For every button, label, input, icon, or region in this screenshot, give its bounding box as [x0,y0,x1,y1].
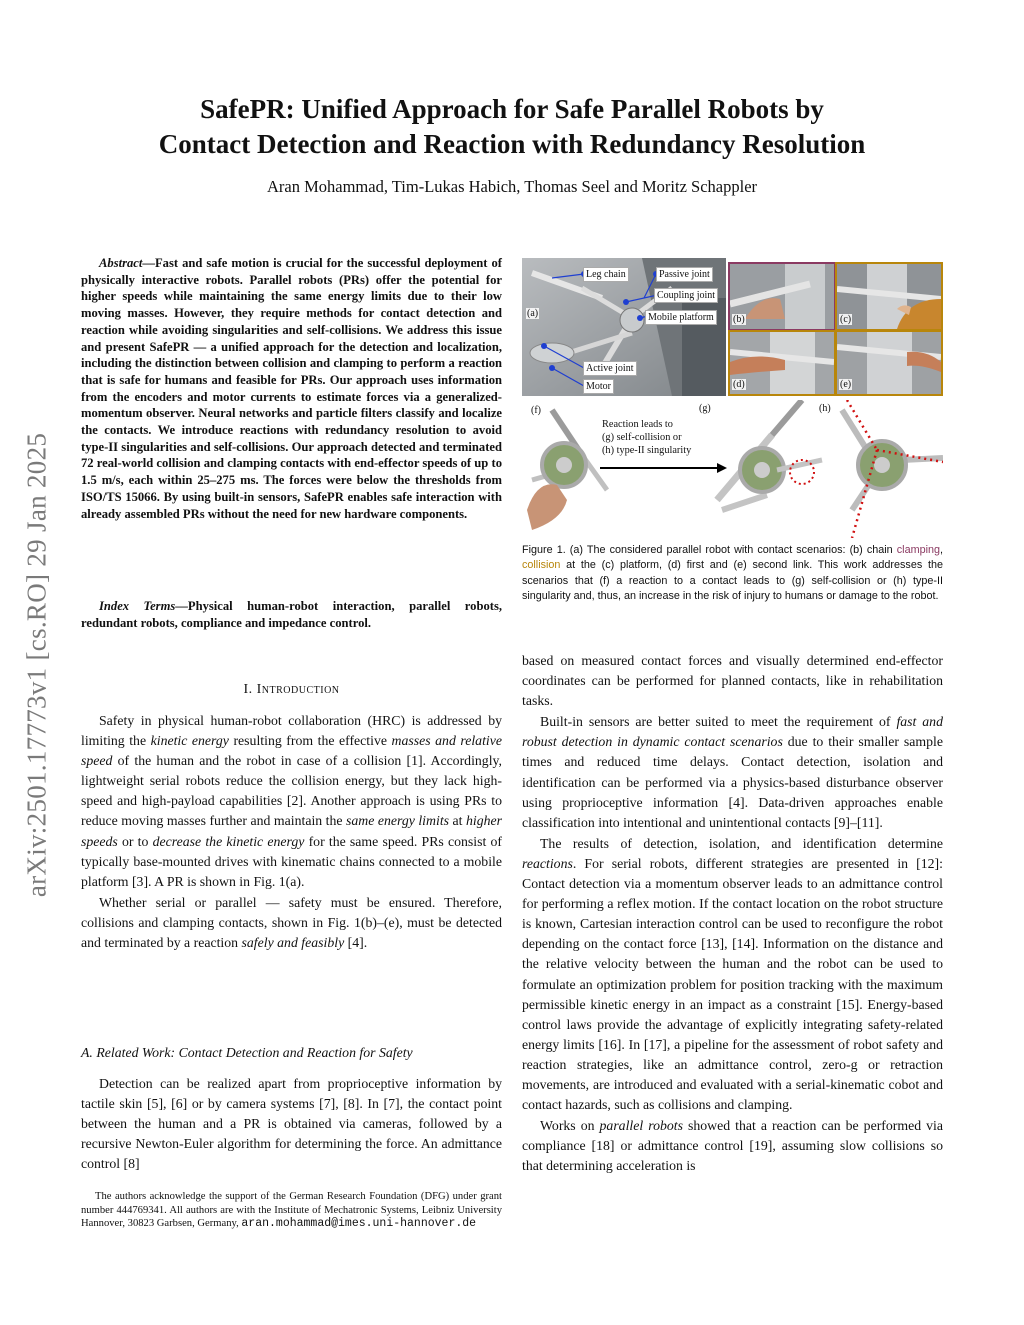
reaction-scenarios-diagram [522,400,943,538]
figure-panel-d [728,330,836,396]
tag-motor: Motor [583,379,614,394]
related-work-body [81,1074,502,1174]
figure-1-caption: Figure 1. (a) The considered parallel robot with contact scenarios: (b) chain clamping, collision at the (c) platform, (d) first and (e) second link. This work addresses the scenarios that (f) a reaction to a contact leads to (g) self-collision or (h) type-II singularity and, thus, an increase in the risk of injury to humans or damage to the robot. [522,544,943,602]
title-line-1: SafePR: Unified Approach for Safe Parallel Robots by [200,94,824,124]
right-paragraph-1: based on measured contact forces and visually determined end-effector coordinates can be performed for planned contacts, like in rehabilitation tasks. [522,653,943,709]
panel-label-a: (a) [527,308,539,319]
tag-passive-joint: Passive joint [656,267,713,282]
tag-mobile-platform: Mobile platform [645,310,717,325]
panel-label-c: (c) [840,314,852,325]
panel-label-d: (d) [733,379,745,390]
figure-panel-e [835,330,943,396]
tag-leg-chain: Leg chain [583,267,629,282]
figure-panel-b [728,262,836,331]
footnote [81,1190,502,1231]
index-terms-text: —Physical human-robot interaction, parallel robots, redundant robots, compliance and impedance control. [81,599,503,630]
arxiv-sidebar [10,360,64,970]
right-column-body [522,651,943,1176]
author-list: Aran Mohammad, Tim-Lukas Habich, Thomas Seel and Moritz Schappler [266,177,758,196]
abstract-text: —Fast and safe motion is crucial for the successful deployment of physically interactive robots. Parallel robots (PRs) offer the potential for higher speeds while maintaining the same energy limits due to their low moving masses. However, they require methods for contact detection and reaction while avoiding singularities and self-collisions. We address this issue and present SafePR — a unified approach for the detection and localization, including the distinction between collision and clamping to perform a reaction that is safe for humans and feasible for PRs. Our approach uses information from the encoders and motor currents to estimate forces via a generalized-momentum observer. Neural networks and particle filters classify and localize the contacts. We introduce reactions with redundancy resolution to avoid type-II singularities and self-collisions. Our approach detected and terminated 72 real-world collision and clamping contacts with end-effector speeds of up to 1.5 m/s, each within 25–275 ms. The forces were below the thresholds from ISO/TS 15066. By using built-in sensors, SafePR enables safe interaction with already assembled PRs without the need for new hardware components. [81,256,502,521]
abstract [81,255,502,522]
panel-label-f: (f) [531,405,541,416]
right-paragraph-2: Built-in sensors are better suited to meet the requirement of fast and robust detection in dynamic contact scenarios due to their smaller sample times and reduced time delays. Contact detection, isolation and identification can be performed via a physics-based disturbance observer using proprioceptive information [4]. Data-driven approaches enable classification into intentional and unintentional contacts [9]–[11]. [522,714,943,830]
subsection-heading-related-work: A. Related Work: Contact Detection and Reaction for Safety [81,1045,413,1060]
right-paragraph-3: The results of detection, isolation, and identification determine reactions. For serial robots, different strategies are presented in [12]: Contact detection via a momentum observer leads to an admittance control for performing a reflex motion. If the contact location on the robot structure is known, Cartesian interaction control can be used to reconfigure the robot depending on the contact force [13], [14]. Information on the distance and the relative velocity between the human and the robot can be used to formulate an optimization problem for position tracking with the maximum permissible kinetic energy in an impact as a constraint [15]. Energy-based control laws provide the advantage of explicitly integrating safety-related energy limits [16]. In [17], a pipeline for the assessment of robot safety and reaction strategies, like an admittance control, zero-g or retraction movements, are introduced and evaluated with a serial-kinematic cobot and contact hazards, such as collisions and clamping. [522,835,943,1113]
caption-collision: collision [522,559,561,572]
second-link-collision-photo [837,332,941,394]
paper-title [80,92,944,162]
section-heading-introduction: I. Introduction [243,682,340,697]
intro-paragraph-1: Safety in physical human-robot collaboration (HRC) is addressed by limiting the kinetic energy resulting from the effective masses and relative speed of the human and the robot in case of a collision [1]. Accordingly, lightweight serial robots reduce the collision energy, but they lack high-speed and high-payload capabilities [2]. Another approach is using PRs to reduce moving masses further and maintain the same energy limits at higher speeds or to decrease the kinetic energy for the same speed. PRs consist of typically base-mounted drives with kinematic chains connected to a mobile platform [3]. A PR is shown in Fig. 1(a). [81,713,502,889]
index-terms-label: Index Terms [99,599,176,613]
author-email: aran.mohammad@imes.uni-hannover.de [241,1217,477,1230]
panel-label-e: (e) [840,379,852,390]
abstract-label: Abstract [99,256,143,270]
panel-label-g: (g) [699,403,711,414]
index-terms [81,598,502,631]
introduction-body [81,711,502,953]
panel-label-b: (b) [733,314,745,325]
footnote-text: The authors acknowledge the support of the German Research Foundation (DFG) under grant number 444769341. All authors are with the Institute of Mechatronic Systems, Leibniz University Hannover, 30823 Garbsen, Germany, [81,1191,502,1229]
caption-clamping: clamping [896,544,940,556]
panel-label-h: (h) [819,403,831,414]
figure-1 [522,258,943,538]
reaction-annotation: Reaction leads to (g) self-collision or (h) type-II singularity [602,419,692,456]
figure-panel-a [522,258,726,396]
figure-panels-fgh [522,400,943,538]
title-line-2: Contact Detection and Reaction with Redundancy Resolution [158,129,866,159]
right-paragraph-4: Works on parallel robots showed that a reaction can be performed via compliance [18] or admittance control [19], assuming slow collisions so that determining acceleration is [522,1118,943,1174]
tag-coupling-joint: Coupling joint [654,288,718,303]
intro-paragraph-2: Whether serial or parallel — safety must be ensured. Therefore, collisions and clamping contacts, shown in Fig. 1(b)–(e), must be detected and terminated by a reaction safely and feasibly [4]. [81,894,502,951]
arxiv-identifier: arXiv:2501.17773v1 [cs.RO] 29 Jan 2025 [21,432,52,898]
related-paragraph-1: Detection can be realized apart from proprioceptive information by tactile skin [5], [6] or by camera systems [7], [8]. In [7], the contact point between the human and a PR is obtained via cameras, followed by a recursive Newton-Euler algorithm for determining the force. An admittance control [8] [81,1076,502,1172]
platform-collision-photo [837,264,941,329]
tag-active-joint: Active joint [583,361,637,376]
figure-panel-c [835,262,943,331]
